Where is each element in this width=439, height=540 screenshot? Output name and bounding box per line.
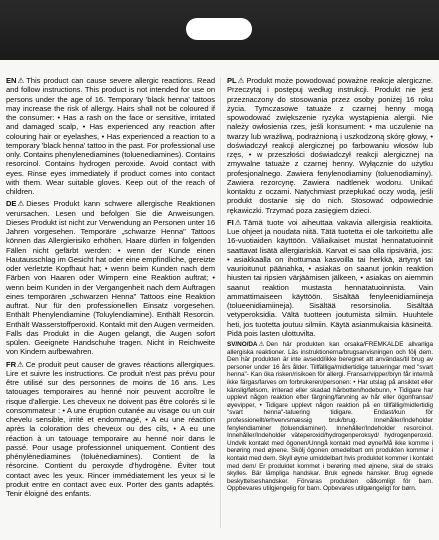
section-fr [6, 360, 215, 499]
warning-text-fr: Ce produit peut causer de graves réactions allergiques. Lire et suivre les instructions. Ce produit n'est pas prévu pour être utilisé sur des personnes de moins de 16 ans. Les tatouages temporaires au henné noir peuvent accroître le risque d'allergie. Les cheveux ne doivent pas être colorés si le consommateur : • A une éruption cutanée au visage ou un cuir chevelu sensible, irrité et endommagé, • A eu une réaction après la coloration des cheveux ou des cils, • A eu une réaction à un tatouage temporaire au henné noir dans le passé. Pour usage professionnel uniquement. Contient des phénylènediamines (toluènediamines). Contient de la résorcine. Contient du peroxyde d'hydrogène. Éviter tout contact avec les yeux. Rincer immédiatement les yeux si le produit entre en contact avec eux. Porter des gants adaptés. Tenir éloigné des enfants. [6, 359, 215, 498]
language-code-de: DE [6, 199, 17, 209]
section-de [6, 199, 215, 356]
warning-triangle-icon: ⚠ [17, 76, 25, 85]
warning-triangle-icon: ⚠ [17, 359, 24, 369]
warning-text-sv-no-da: Den här produkten kan orsaka/FREMKALDE allvarliga allergiska reaktioner. Läs instruktionerna/brugsanvisningen och följ dem. Den här produkten är inte avsedd/ikke beregnet att användas/til brug av personer under 16 års ålder. Tillfälliga/midlertidige tatueringar med "svart henna"- Kan öka risken/risikoen för allergi. Fransar/vipper/bryn får inte/må ikke färgas/farves om forbrukeren/personen: • Har utslag på ansiktet eller känslig/følsom, irriterad eller skadad hårbotten/hodebunn, • Tidigare har upplevt någon reaktion efter färgning/farvning av hår eller ögonfransar/øyevipper, • Tidigare upplevt någon reaktion på en tillfällig/midlertidig "svart henna"-tatuering tidigare. Endast/kun för professionellt/erhvervsmæssig bruk/brug. Innehåller/Indeholder fenylendiaminer (toluendiaminer). Innehåller/Indeholder resorcinol. Innehåller/Indeholder väteperoxid/hydrogenperoksyd/ hydrogenperoxid. Undvik kontakt med ögonen/Unngå kontakt med øyne/Må ikke komme i berøring med øjnene. Skölj ögonen omedelbart om produkten kommer i kontakt med dem. Skyll øyne umiddelbart hvis produktet kommer i kontakt med dem/ Er produktet kommet i berøring med øjnene, skal de straks skylles. Bär lämpliga handskar. Bruk egnede hansker. Brug egnede beskyttelseshandsker. Förvaras produkten oåtkomligt för barn. Oppbevares utilgjengelig for barn. Opbevares utilgængeligt for børn. [227, 341, 433, 493]
column-divider [220, 78, 221, 528]
section-en [6, 76, 215, 196]
language-code-sv-no-da: SV/NO/DA [227, 341, 258, 348]
left-column [6, 76, 215, 501]
section-pl [227, 76, 433, 215]
warning-text-fi: Tämä tuote voi aiheuttaa vakavia allergisia reaktioita. Lue ohjeet ja noudata niitä. Tätä tuotetta ei ole tarkoitettu alle 16-vuotiaiden käyttöön. Väliaikaiset mustat hennatatuoinnit saattavat lisätä allergiariskiä. Karvat ei saa olla ripsiväriä, jos: • asiakkaalla on ihottumaa kasvoilla tai herkkä, ärtynyt tai vaurioitunut päänahka, • asiakas on saanut jonkin reaktion hiusten tai ripsien värjäämisen jälkeen, • asiakas on aiemmin saanut reaktion mustasta hennatatuoinnista. Vain ammattimaiseen käyttöön. Sisältää fenyleenidiamiineja (tolueenidiamiineja). Sisältää resorsinolia. Sisältää vetyperoksidia. Vältä tuotteen joutumista silmiin. Huuhtele heti, jos tuotetta joutuu silmiin. Käytä asianmukaisia käsineitä. Pidä pois lasten ulottuvilta. [227, 217, 433, 338]
hang-tab-header [0, 0, 439, 60]
warning-triangle-icon: ⚠ [258, 341, 265, 348]
hang-hole [186, 18, 252, 40]
warning-triangle-icon: ⚠ [17, 199, 25, 209]
section-fi [227, 218, 433, 338]
language-code-fr: FR [6, 359, 17, 369]
warning-text-pl: Produkt może powodować poważne reakcje alergiczne. Przeczytaj i postępuj według instrukcji. Produkt nie jest przeznaczony do stosowania przez osoby poniżej 16 roku życia. Tymczasowe tatuaże z czarnej henny mogą spowodować zwiększenie ryzyka wystąpienia alergii. Nie należy owłosienia rzes, jeśli konsument: • ma uczulenie na twarzy lub wrażliwą, podrażnioną i uszkodzoną skórę głowy, • doświadczył reakcji alergicznej po farbowaniu włosów lub rzęs, • w przeszłości doświadczył reakcji alergicznej na zmywalne tatuaże z czarnej henny. Wyłącznie do użytku profesjonalnego. Zawiera fenylenodiaminy (toluenodiaminy). Zawiera rezorcynę. Zawiera nadtlenek wodoru. Unikać kontaktu z oczami. Natychmiast przepłukać oczy wodą, jeśli produkt dostanie się do nich. Stosować odpowiednie rękawiczki. Trzymać poza zasięgiem dzieci. [227, 76, 433, 215]
right-column [227, 76, 433, 496]
warning-text-de: Dieses Produkt kann schwere allergische Reaktionen verursachen. Lesen und befolgen Sie die Anweisungen. Dieses Produkt ist nicht zur Verwendung an Personen unter 16 Jahren vorgesehen. Temporäre „schwarze Henna" Tattoos können das Allergierisiko erhöhen. Haare dürfen in folgenden Fällen nicht gefärbt werden: • wenn der Kunde einen Hautausschlag im Gesicht hat oder eine empfindliche, gereizte oder verletzte Kopfhaut hat; • wenn beim Kunden nach dem Färben von Haaren oder Wimpern eine Reaktion auftrat; • wenn beim Kunden in der Vergangenheit nach dem Auftragen eines temporären „schwarzen Henna" Tattoos eine Reaktion auftrat. Nur für den professionellen Einsatz vorgesehen. Enthält Phenylendiamine (Toluylendiamine). Enthält Resorcin. Enthält Wasserstoffperoxid. Kontakt mit den Augen vermeiden. Falls das Produkt in die Augen gelangt, die Augen sofort spülen. Geeignete Handschuhe tragen. Nicht in Reichweite von Kindern aufbewahren. [6, 199, 215, 357]
language-code-fi: FI [227, 217, 234, 227]
warning-text-en: This product can cause severe allergic reactions. Read and follow instructions. This product is not intended for use on persons under the age of 16. Temporary 'black henna' tattoos may increase the risk of allergy. Hairs shall not be coloured if the consumer: • Has a rash on the face or sensitive, irritated and damaged scalp, • Has experienced any reaction after colouring hair or eyelashes, • Has experienced a reaction to a temporary 'black henna' tattoo in the past. For professional use only. Contains phenylenediamines (toluenediamines). Contains resorcinol. Contains hydrogen peroxide. Avoid contact with eyes. Rinse eyes immediately if product comes into contact with them. Wear suitable gloves. Keep out of the reach of children. [6, 76, 215, 196]
language-code-en: EN [6, 76, 17, 85]
section-sv-no-da [227, 341, 433, 493]
warning-triangle-icon: ⚠ [237, 76, 245, 85]
warning-triangle-icon: ⚠ [234, 217, 242, 227]
language-code-pl: PL [227, 76, 237, 85]
